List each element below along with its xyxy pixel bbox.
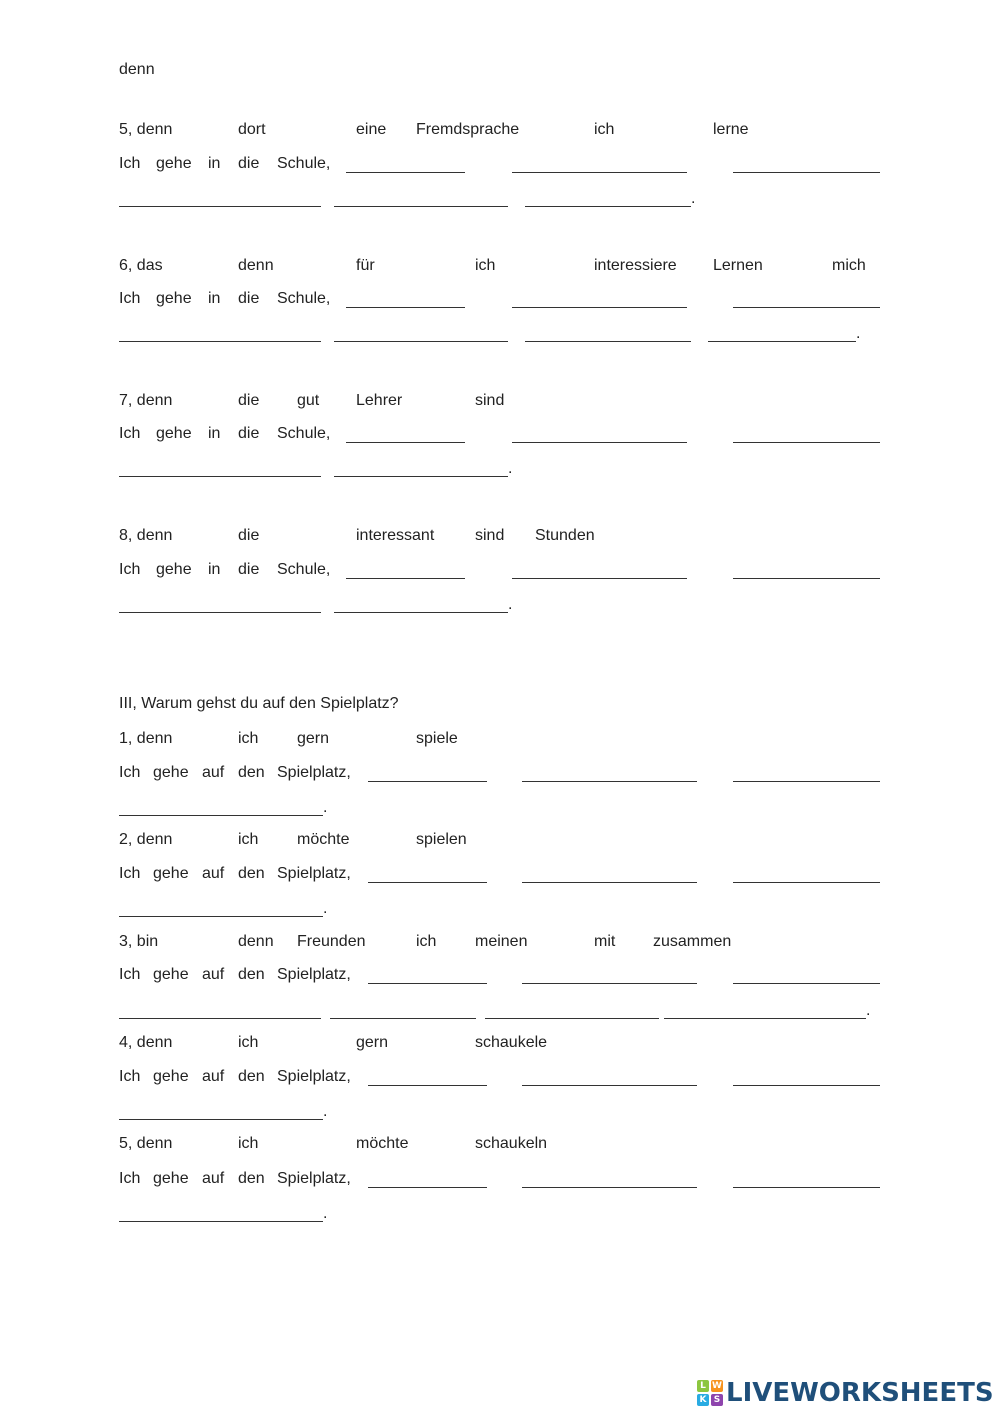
word-tile: denn — [238, 257, 274, 274]
word-tile: interessiere — [594, 257, 677, 274]
answer-blank[interactable] — [512, 172, 687, 173]
logo-tile: L — [697, 1380, 709, 1392]
prompt-word: gehe — [156, 561, 192, 578]
answer-blank[interactable] — [334, 612, 508, 613]
word-tile: ich — [238, 1135, 259, 1152]
prompt-word: auf — [202, 1068, 225, 1085]
logo-tile: W — [712, 1381, 722, 1391]
word-tile: sind — [475, 527, 505, 544]
answer-blank[interactable] — [119, 1119, 323, 1120]
prompt-word: Schule, — [277, 425, 331, 442]
answer-blank[interactable] — [330, 1018, 476, 1019]
word-tile: gut — [297, 392, 320, 409]
prompt-word: Spielplatz, — [277, 764, 351, 781]
prompt-word: Spielplatz, — [277, 966, 351, 983]
prompt-word: den — [238, 1068, 265, 1085]
answer-blank[interactable] — [119, 1018, 321, 1019]
prompt-word: Schule, — [277, 561, 331, 578]
word-tile: ich — [594, 121, 615, 138]
prompt-word: Ich — [119, 1170, 141, 1187]
answer-blank[interactable] — [334, 341, 508, 342]
word-tile: schaukele — [475, 1034, 548, 1051]
prompt-word: gehe — [153, 1170, 189, 1187]
prompt-word: gehe — [153, 865, 189, 882]
prompt-word: den — [238, 966, 265, 983]
word-tile: Freunden — [297, 933, 366, 950]
word-tile: gern — [297, 730, 330, 747]
word-tile: 3, bin — [119, 933, 159, 950]
answer-blank[interactable] — [119, 815, 323, 816]
prompt-word: Ich — [119, 425, 141, 442]
word-tile: meinen — [475, 933, 528, 950]
word-tile: möchte — [356, 1135, 409, 1152]
word-tile: möchte — [297, 831, 350, 848]
answer-blank[interactable] — [119, 206, 321, 207]
prompt-word: gehe — [156, 425, 192, 442]
prompt-word: auf — [202, 764, 225, 781]
word-tile: gern — [356, 1034, 389, 1051]
word-tile: ich — [238, 1034, 259, 1051]
answer-blank[interactable] — [733, 578, 880, 579]
prompt-word: in — [208, 290, 221, 307]
section-heading: III, Warum gehst du auf den Spielplatz? — [119, 695, 399, 712]
word-tile: sind — [475, 392, 505, 409]
word-tile: 5, denn — [119, 1135, 173, 1152]
prompt-word: Schule, — [277, 290, 331, 307]
word-tile: 5, denn — [119, 121, 173, 138]
prompt-word: den — [238, 865, 265, 882]
word-tile: mit — [594, 933, 616, 950]
answer-blank[interactable] — [512, 442, 687, 443]
prompt-word: gehe — [156, 155, 192, 172]
answer-blank[interactable] — [346, 307, 465, 308]
answer-blank[interactable] — [525, 341, 691, 342]
prompt-word: auf — [202, 1170, 225, 1187]
word-tile: die — [238, 527, 260, 544]
prompt-word: in — [208, 155, 221, 172]
answer-blank[interactable] — [733, 172, 880, 173]
answer-blank[interactable] — [346, 442, 465, 443]
answer-blank[interactable] — [522, 1187, 697, 1188]
word-tile: dort — [238, 121, 266, 138]
prompt-word: Ich — [119, 966, 141, 983]
word-tile: 6, das — [119, 257, 163, 274]
answer-blank[interactable] — [733, 983, 880, 984]
prompt-word: die — [238, 155, 260, 172]
prompt-word: gehe — [153, 966, 189, 983]
prompt-word: die — [238, 561, 260, 578]
word-tile: denn — [238, 933, 274, 950]
liveworksheets-logo-text: LIVEWORKSHEETS — [726, 1378, 994, 1408]
answer-blank[interactable] — [368, 983, 487, 984]
word-tile: 8, denn — [119, 527, 173, 544]
prompt-word: Ich — [119, 1068, 141, 1085]
answer-blank[interactable] — [119, 476, 321, 477]
word-tile: mich — [832, 257, 866, 274]
answer-blank[interactable] — [368, 1085, 487, 1086]
prompt-word: den — [238, 1170, 265, 1187]
answer-blank[interactable] — [485, 1018, 659, 1019]
prompt-word: Spielplatz, — [277, 1068, 351, 1085]
liveworksheets-logo — [697, 1378, 994, 1408]
prompt-word: auf — [202, 865, 225, 882]
answer-blank[interactable] — [708, 341, 856, 342]
logo-tile: K — [697, 1394, 709, 1406]
prompt-word: Ich — [119, 764, 141, 781]
prompt-word: in — [208, 425, 221, 442]
answer-blank[interactable] — [525, 206, 691, 207]
word-tile: die — [238, 392, 260, 409]
word-tile: zusammen — [653, 933, 732, 950]
word-tile: ich — [416, 933, 437, 950]
answer-blank[interactable] — [512, 578, 687, 579]
prompt-word: Spielplatz, — [277, 865, 351, 882]
sentence-period: . — [323, 1205, 328, 1222]
word-tile: ich — [238, 730, 259, 747]
answer-blank[interactable] — [522, 882, 697, 883]
answer-blank[interactable] — [733, 307, 880, 308]
sentence-period: . — [866, 1002, 871, 1019]
answer-blank[interactable] — [522, 983, 697, 984]
prompt-word: auf — [202, 966, 225, 983]
prompt-word: gehe — [153, 764, 189, 781]
logo-tile: S — [711, 1394, 723, 1406]
answer-blank[interactable] — [334, 476, 508, 477]
liveworksheets-logo-icon — [697, 1380, 723, 1406]
answer-blank[interactable] — [119, 612, 321, 613]
word-tile: ich — [238, 831, 259, 848]
answer-blank[interactable] — [733, 1187, 880, 1188]
answer-blank[interactable] — [522, 1085, 697, 1086]
word-tile: lerne — [713, 121, 749, 138]
prompt-word: die — [238, 425, 260, 442]
answer-blank[interactable] — [119, 341, 321, 342]
word-tile: 7, denn — [119, 392, 173, 409]
answer-blank[interactable] — [119, 916, 323, 917]
word-tile: spielen — [416, 831, 467, 848]
word-tile: Lehrer — [356, 392, 403, 409]
answer-blank[interactable] — [733, 781, 880, 782]
answer-blank[interactable] — [346, 172, 465, 173]
word-tile: eine — [356, 121, 387, 138]
sentence-period: . — [323, 799, 328, 816]
word-tile: ich — [475, 257, 496, 274]
prompt-word: den — [238, 764, 265, 781]
sentence-period: . — [856, 325, 861, 342]
answer-blank[interactable] — [664, 1018, 866, 1019]
word-tile: schaukeln — [475, 1135, 548, 1152]
prompt-word: Ich — [119, 290, 141, 307]
answer-blank[interactable] — [368, 882, 487, 883]
word-tile: interessant — [356, 527, 435, 544]
word-tile: spiele — [416, 730, 458, 747]
prev-sentence-tail: denn — [119, 61, 155, 78]
word-tile: 4, denn — [119, 1034, 173, 1051]
sentence-period: . — [323, 900, 328, 917]
sentence-period: . — [323, 1103, 328, 1120]
prompt-word: Ich — [119, 865, 141, 882]
prompt-word: Spielplatz, — [277, 1170, 351, 1187]
answer-blank[interactable] — [368, 781, 487, 782]
answer-blank[interactable] — [733, 1085, 880, 1086]
answer-blank[interactable] — [119, 1221, 323, 1222]
prompt-word: gehe — [153, 1068, 189, 1085]
word-tile: Stunden — [535, 527, 595, 544]
prompt-word: in — [208, 561, 221, 578]
answer-blank[interactable] — [334, 206, 508, 207]
word-tile: 2, denn — [119, 831, 173, 848]
answer-blank[interactable] — [368, 1187, 487, 1188]
answer-blank[interactable] — [733, 442, 880, 443]
prompt-word: Ich — [119, 561, 141, 578]
sentence-period: . — [508, 460, 513, 477]
sentence-period: . — [508, 596, 513, 613]
sentence-period: . — [691, 190, 696, 207]
prompt-word: Ich — [119, 155, 141, 172]
answer-blank[interactable] — [733, 882, 880, 883]
prompt-word: die — [238, 290, 260, 307]
word-tile: für — [356, 257, 375, 274]
answer-blank[interactable] — [512, 307, 687, 308]
word-tile: Lernen — [713, 257, 763, 274]
prompt-word: Schule, — [277, 155, 331, 172]
word-tile: Fremdsprache — [416, 121, 520, 138]
answer-blank[interactable] — [346, 578, 465, 579]
answer-blank[interactable] — [522, 781, 697, 782]
prompt-word: gehe — [156, 290, 192, 307]
word-tile: 1, denn — [119, 730, 173, 747]
